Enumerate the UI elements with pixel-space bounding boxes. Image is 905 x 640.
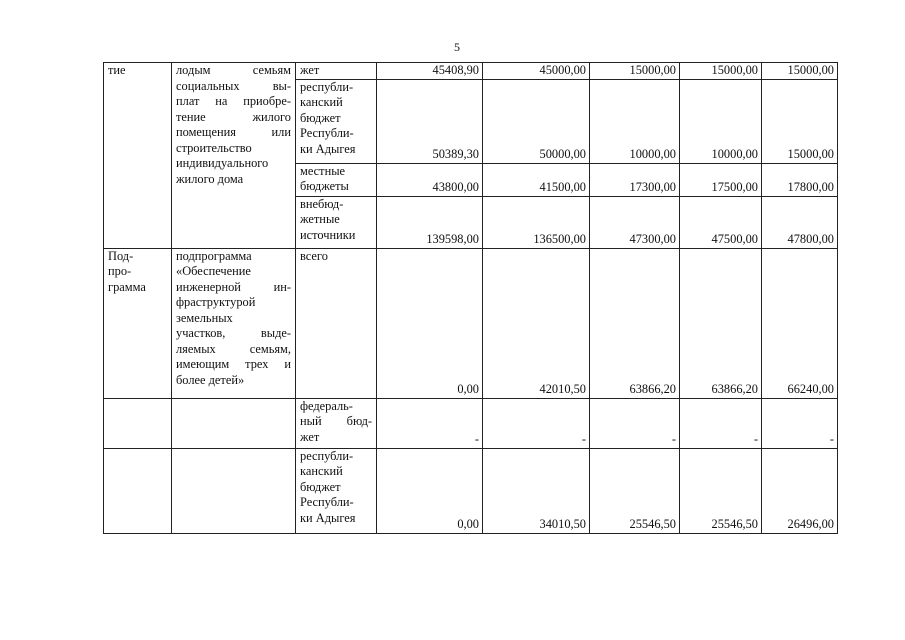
cell-line: канский <box>300 95 343 109</box>
description-cell <box>172 63 296 249</box>
value-cell: 45408,90 <box>377 63 483 80</box>
cell-line: фраструктурой <box>176 295 256 309</box>
value-cell: 15000,00 <box>762 79 838 163</box>
cell-line: Под- <box>108 248 134 263</box>
table-row <box>104 448 838 533</box>
value-cell: 47300,00 <box>590 196 680 248</box>
cell-line: тие <box>108 63 126 77</box>
cell-line: более детей» <box>176 372 245 387</box>
cell-line: республи- <box>300 448 354 463</box>
budget-table <box>103 62 838 534</box>
value-cell: 47500,00 <box>680 196 762 248</box>
source-cell <box>296 79 377 163</box>
value-cell: 0,00 <box>377 448 483 533</box>
value-cell: 0,00 <box>377 248 483 398</box>
cell-line: ный бюд- <box>300 414 372 428</box>
program-cell <box>104 398 172 448</box>
cell-line: ляемых семьям, <box>176 341 291 356</box>
cell-line: жет <box>300 429 320 444</box>
cell-line: республи- <box>300 79 354 94</box>
value-cell: 15000,00 <box>590 63 680 80</box>
cell-line: бюджет <box>300 110 341 125</box>
cell-line: ки Адыгея <box>300 141 356 156</box>
value-cell: 26496,00 <box>762 448 838 533</box>
cell-line: канский <box>300 464 343 478</box>
cell-line: жилого дома <box>176 171 244 186</box>
cell-line: имеющим трех и <box>176 357 291 371</box>
cell-line: источники <box>300 227 356 242</box>
value-cell: 10000,00 <box>680 79 762 163</box>
cell-line: лодым семьям <box>176 63 291 77</box>
cell-line: земельных <box>176 310 233 325</box>
cell-line: бюджет <box>300 479 341 494</box>
cell-line: Республи- <box>300 126 354 140</box>
cell-line: жет <box>300 63 320 77</box>
cell-line: всего <box>300 248 328 263</box>
value-cell: 15000,00 <box>680 63 762 80</box>
source-cell <box>296 248 377 398</box>
cell-line: Республи- <box>300 495 354 509</box>
table-row <box>104 398 838 448</box>
value-cell: 17500,00 <box>680 163 762 196</box>
program-cell <box>104 248 172 398</box>
value-cell: 139598,00 <box>377 196 483 248</box>
cell-line: бюджеты <box>300 179 349 193</box>
value-cell: 25546,50 <box>680 448 762 533</box>
value-cell: 66240,00 <box>762 248 838 398</box>
value-cell: - <box>483 398 590 448</box>
source-cell <box>296 448 377 533</box>
value-cell: 17300,00 <box>590 163 680 196</box>
cell-line: подпрограмма <box>176 248 252 263</box>
value-cell: 17800,00 <box>762 163 838 196</box>
cell-line: ки Адыгея <box>300 510 356 525</box>
value-cell: 15000,00 <box>762 63 838 80</box>
cell-line: инженерной ин- <box>176 279 291 294</box>
cell-line: участков, выде- <box>176 326 291 340</box>
value-cell: 45000,00 <box>483 63 590 80</box>
cell-line: социальных вы- <box>176 78 291 93</box>
program-cell <box>104 448 172 533</box>
source-cell <box>296 196 377 248</box>
program-cell <box>104 63 172 249</box>
value-cell: 43800,00 <box>377 163 483 196</box>
source-cell <box>296 63 377 80</box>
value-cell: 63866,20 <box>590 248 680 398</box>
page-number: 5 <box>454 40 460 54</box>
value-cell: 25546,50 <box>590 448 680 533</box>
table-row <box>104 248 838 398</box>
description-cell <box>172 248 296 398</box>
description-cell <box>172 398 296 448</box>
value-cell: 42010,50 <box>483 248 590 398</box>
value-cell: 50000,00 <box>483 79 590 163</box>
cell-line: внебюд- <box>300 196 344 211</box>
cell-line: федераль- <box>300 398 353 413</box>
value-cell: - <box>590 398 680 448</box>
cell-line: тение жилого <box>176 109 291 124</box>
value-cell: 63866,20 <box>680 248 762 398</box>
value-cell: 136500,00 <box>483 196 590 248</box>
value-cell: 34010,50 <box>483 448 590 533</box>
description-cell <box>172 448 296 533</box>
value-cell: - <box>377 398 483 448</box>
value-cell: - <box>680 398 762 448</box>
value-cell: 41500,00 <box>483 163 590 196</box>
source-cell <box>296 398 377 448</box>
value-cell: 10000,00 <box>590 79 680 163</box>
cell-line: про- <box>108 264 132 278</box>
cell-line: строительство <box>176 140 252 155</box>
value-cell: - <box>762 398 838 448</box>
cell-line: помещения или <box>176 125 291 139</box>
value-cell: 47800,00 <box>762 196 838 248</box>
cell-line: индивидуального <box>176 156 269 170</box>
cell-line: жетные <box>300 212 340 226</box>
cell-line: грамма <box>108 279 146 294</box>
cell-line: «Обеспечение <box>176 264 251 278</box>
table-row <box>104 63 838 80</box>
source-cell <box>296 163 377 196</box>
cell-line: плат на приобре- <box>176 94 291 108</box>
cell-line: местные <box>300 163 346 178</box>
value-cell: 50389,30 <box>377 79 483 163</box>
